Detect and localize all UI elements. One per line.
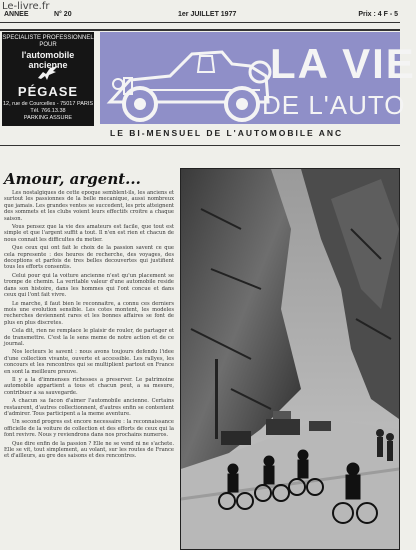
article-paragraph: Le marche, il faut bien le reconnaitre, a connu ces derniers mois une evolution sensible. Les cotes montent, les modeles recherches deviennent rares et les bonnes affaires se font de plus en plus discretes. [4,300,174,326]
article-headline: Amour, argent... [4,170,141,188]
masthead-title: LA VIE [270,40,416,87]
advert-line-2: l'automobile ancienne [21,50,75,70]
article-paragraph: Nos lecteurs le savent : nous avons toujours defendu l'idee d'une collection vivante, ouverte et accessible. Les rallyes, les concours et les rencontres qui se multiplient partout en France en sont la meilleure preuve. [4,349,174,375]
header-double-rule [0,29,400,31]
article-paragraph: Vous pensez que la vie des amateurs est facile, que tout est simple et que l'argent suffit a tout. Il n'en est rien et chacun de nous connait les difficultes du metier. [4,224,174,243]
issue-year-label: ANNEE [4,11,29,18]
site-tag: Le-livre.fr [2,1,50,12]
advert-address: 12, rue de Courcelles - 75017 PARIS Tél. 766.13.38 PARKING ASSURE [2,101,94,121]
issue-date: 1er JUILLET 1977 [178,11,237,18]
article-paragraph: Il y a la d'immenses richesses a preserver. Le patrimoine automobile appartient a tous et chacun peut, a sa mesure, contribuer a sa sauvegarde. [4,376,174,396]
article-paragraph: Les nostalgiques de cette epoque semblent-ils, les anciens et surtout les passionnes de la belle mecanique, aussi nombreux que jamais. Les grandes ventes se succedent, les prix atteignent des sommets et les clubs voient leurs effectifs croitre a chaque saison. [4,190,174,222]
article-paragraph: A chacun sa facon d'aimer l'automobile ancienne. Certains restaurent, d'autres collectionnent, d'autres enfin se contentent d'admirer. Tous participent a la meme aventure. [4,398,174,417]
masthead [100,32,416,124]
issue-header [0,10,400,22]
article-paragraph: Un second progres est encore necessaire : la reconnaissance officielle de la voiture de collection et des efforts de ceux qui la font revivre. Nous y reviendrons dans nos prochains numeros. [4,419,174,439]
issue-number: N° 20 [54,11,72,18]
masthead-tagline: LE BI-MENSUEL DE L'AUTOMOBILE ANC [110,128,344,138]
article-paragraph: Celui pour qui la voiture ancienne n'est qu'un placement se trompe de chemin. La veritable valeur d'une automobile reside dans son histoire, dans les hommes qui l'ont concue et dans ceux qui l'ont fait vivre. [4,272,174,299]
advert-line-1: SPECIALISTE PROFESSIONNEL POUR [2,35,94,48]
article-photo [180,168,400,550]
advert-name: PÉGASE [17,84,79,99]
article-paragraph: Que ceux qui ont fait le choix de la passion savent ce que cela represente : des heures de recherche, des voyages, des deceptions et parfois de tres belles decouvertes qui justifient tous les efforts consentis. [4,245,174,271]
article-paragraph: Cela dit, rien ne remplace le plaisir de rouler, de partager et de transmettre. C'est la le sens meme de notre action et de ce journal. [4,328,174,347]
header-rule [0,22,400,23]
masthead-subtitle: DE L'AUTO [262,90,406,120]
article-paragraph: Que dire enfin de la passion ? Elle ne se vend ni ne s'achete. Elle se vit, tout simplement, au volant, sur les routes de France et d'ailleurs, au gre des saisons et des rencontres. [4,440,174,460]
pegase-advert [2,32,94,126]
issue-price: Prix : 4 F - 5 [358,11,398,18]
mountain-cycling-photo-icon [181,169,399,549]
article-body [4,190,174,546]
pegasus-logo-icon [36,64,60,82]
tagline-rule [0,145,400,146]
